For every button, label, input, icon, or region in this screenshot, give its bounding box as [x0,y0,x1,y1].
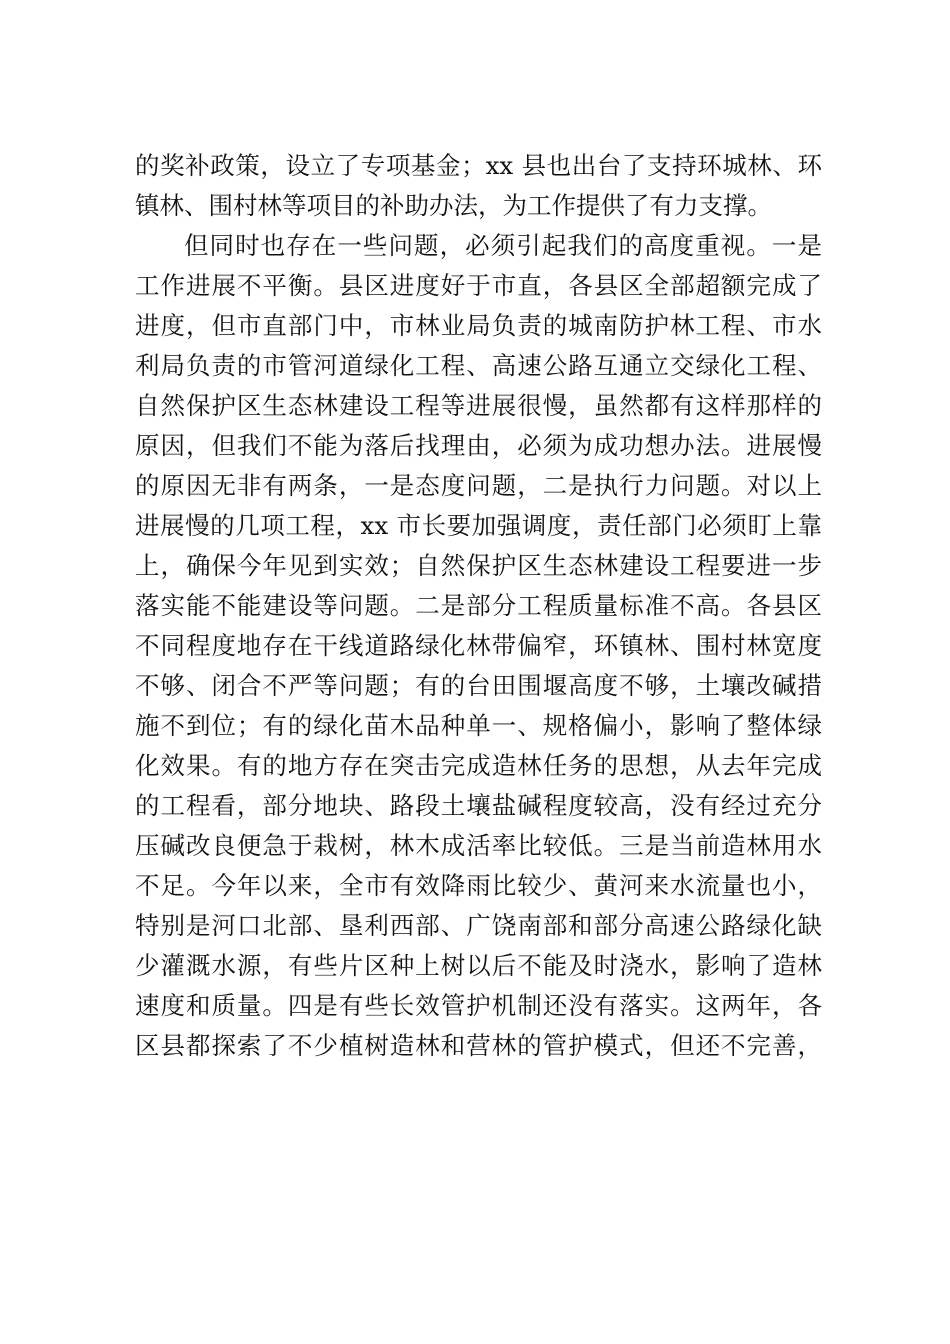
text-line: 压碱改良便急于栽树，林木成活率比较低。三是当前造林用水 [135,831,822,860]
paragraph-first-line: 但同时也存在一些问题，必须引起我们的高度重视。一是 [184,231,822,260]
text-line: 上，确保今年见到实效；自然保护区生态林建设工程要进一步 [135,551,822,580]
text-line: 镇林、围村林等项目的补助办法，为工作提供了有力支撑。 [135,191,772,220]
text-line: 少灌溉水源，有些片区种上树以后不能及时浇水，影响了造林 [135,951,822,980]
text-line: 落实能不能建设等问题。二是部分工程质量标准不高。各县区 [135,591,822,620]
text-line: 特别是河口北部、垦利西部、广饶南部和部分高速公路绿化缺 [135,911,822,940]
text-line: 原因，但我们不能为落后找理由，必须为成功想办法。进展慢 [135,431,822,460]
text-line: 施不到位；有的绿化苗木品种单一、规格偏小，影响了整体绿 [135,711,822,740]
text-line: 的奖补政策，设立了专项基金；xx 县也出台了支持环城林、环 [135,151,822,180]
text-line: 进展慢的几项工程，xx 市长要加强调度，责任部门必须盯上靠 [135,511,822,540]
text-line: 不够、闭合不严等问题；有的台田围堰高度不够，土壤改碱措 [135,671,822,700]
text-line: 的原因无非有两条，一是态度问题，二是执行力问题。对以上 [135,471,822,500]
text-line: 化效果。有的地方存在突击完成造林任务的思想，从去年完成 [135,751,822,780]
text-line: 利局负责的市管河道绿化工程、高速公路互通立交绿化工程、 [135,351,822,380]
text-line: 区县都探索了不少植树造林和营林的管护模式，但还不完善， [135,1031,822,1060]
text-line: 自然保护区生态林建设工程等进展很慢，虽然都有这样那样的 [135,391,822,420]
text-line: 的工程看，部分地块、路段土壤盐碱程度较高，没有经过充分 [135,791,822,820]
document-body [135,146,835,1066]
text-line: 不足。今年以来，全市有效降雨比较少、黄河来水流量也小， [135,871,822,900]
text-line: 不同程度地存在干线道路绿化林带偏窄，环镇林、围村林宽度 [135,631,822,660]
text-line: 进度，但市直部门中，市林业局负责的城南防护林工程、市水 [135,311,822,340]
text-line: 速度和质量。四是有些长效管护机制还没有落实。这两年，各 [135,991,822,1020]
text-line: 工作进展不平衡。县区进度好于市直，各县区全部超额完成了 [135,271,822,300]
